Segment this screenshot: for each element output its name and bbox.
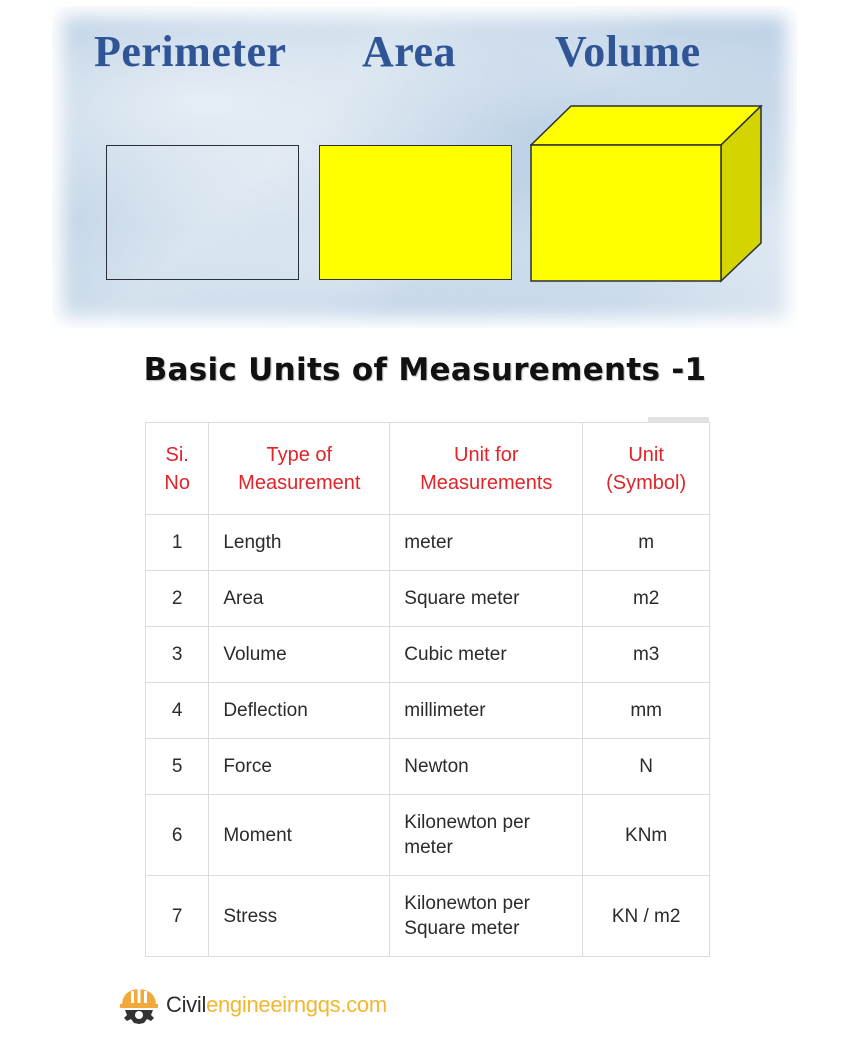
cell-symbol: m3 [583, 627, 710, 683]
volume-cube-shape [530, 105, 765, 283]
cell-symbol: KN / m2 [583, 876, 710, 957]
cell-unit: Cubic meter [390, 627, 583, 683]
table-row [146, 627, 710, 683]
perimeter-square-shape [106, 145, 299, 280]
cell-unit: millimeter [390, 683, 583, 739]
table-row [146, 795, 710, 876]
units-table [145, 422, 710, 957]
cell-type: Volume [209, 627, 390, 683]
cell-symbol: mm [583, 683, 710, 739]
label-volume: Volume [555, 27, 701, 76]
cell-unit: Square meter [390, 571, 583, 627]
cell-type: Moment [209, 795, 390, 876]
table-row [146, 876, 710, 957]
logo-text: Civilengineeirngqs.com [166, 992, 387, 1017]
cell-no: 4 [146, 683, 209, 739]
cell-symbol: m2 [583, 571, 710, 627]
header-unit: Unit for Measurements [390, 423, 583, 515]
site-logo[interactable] [118, 982, 387, 1028]
cell-no: 7 [146, 876, 209, 957]
page-title: Basic Units of Measurements -1 [143, 352, 707, 388]
cell-symbol: m [583, 515, 710, 571]
banner-illustration [52, 6, 797, 328]
cell-unit: Kilonewton per meter [390, 795, 583, 876]
cell-type: Deflection [209, 683, 390, 739]
table-header-row [146, 423, 710, 515]
cell-no: 3 [146, 627, 209, 683]
cell-type: Length [209, 515, 390, 571]
table-row [146, 515, 710, 571]
cell-type: Stress [209, 876, 390, 957]
cell-symbol: N [583, 739, 710, 795]
cell-type: Force [209, 739, 390, 795]
cell-no: 1 [146, 515, 209, 571]
header-type: Type of Measurement [209, 423, 390, 515]
table-row [146, 571, 710, 627]
cell-no: 2 [146, 571, 209, 627]
header-si-no: Si. No [146, 423, 209, 515]
label-perimeter: Perimeter [94, 27, 287, 76]
cell-unit: Newton [390, 739, 583, 795]
cell-no: 5 [146, 739, 209, 795]
table-row [146, 683, 710, 739]
cell-unit: Kilonewton per Square meter [390, 876, 583, 957]
table-row [146, 739, 710, 795]
helmet-gear-icon [118, 984, 160, 1026]
cell-unit: meter [390, 515, 583, 571]
area-square-shape [319, 145, 512, 280]
cell-no: 6 [146, 795, 209, 876]
cell-symbol: KNm [583, 795, 710, 876]
label-area: Area [362, 27, 457, 76]
header-symbol: Unit (Symbol) [583, 423, 710, 515]
cell-type: Area [209, 571, 390, 627]
